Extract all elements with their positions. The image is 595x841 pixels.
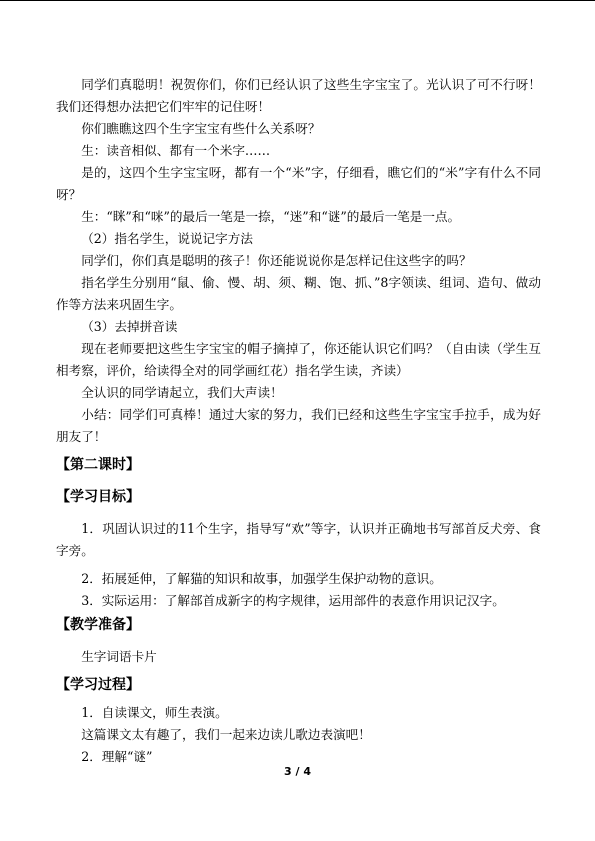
paragraph: 同学们，你们真是聪明的孩子！你还能说说你是怎样记住这些字的吗？	[81, 253, 472, 268]
process-item: 1．自读课文，师生表演。	[81, 705, 228, 720]
page-number: 3 / 4	[284, 765, 311, 778]
paragraph: 指名学生分别用“鼠、偷、慢、胡、须、糊、饱、抓、”8字领读、组词、造句、做动作等方法来巩固生字。	[56, 275, 541, 312]
paragraph: 是的，这四个生字宝宝呀，都有一个“米”字，仔细看，瞧它们的“米”字有什么不同呀？	[56, 165, 541, 202]
section-heading-preparation: 【教学准备】	[56, 617, 140, 633]
top-border-line	[0, 0, 595, 1]
document-body	[56, 74, 541, 768]
process-item: 2．理解“谜”	[81, 749, 153, 764]
paragraph: （3）去掉拼音读	[81, 319, 178, 334]
paragraph: 你们瞧瞧这四个生字宝宝有些什么关系呀？	[81, 121, 321, 136]
goal-item: 3．实际运用：了解部首成新字的构字规律，运用部件的表意作用识记汉字。	[81, 593, 505, 608]
section-heading-process: 【学习过程】	[56, 677, 140, 693]
paragraph: 现在老师要把这些生字宝宝的帽子摘掉了，你还能认识它们吗？（自由读（学生互相考察，评价，给读得全对的同学画红花）指名学生读，齐读）	[56, 341, 541, 378]
paragraph: 生：“眯”和“咪”的最后一笔是一捺，“迷”和“谜”的最后一笔是一点。	[81, 209, 461, 224]
paragraph: （2）指名学生，说说记字方法	[81, 231, 253, 246]
goal-item: 1．巩固认识过的11个生字，指导写“欢”等字，认识并正确地书写部首反犬旁、食字旁。	[56, 521, 541, 558]
paragraph: 全认识的同学请起立，我们大声读！	[81, 385, 283, 400]
goal-item: 2．拓展延伸，了解猫的知识和故事，加强学生保护动物的意识。	[81, 571, 442, 586]
paragraph: 生：读音相似、都有一个米字……	[81, 143, 271, 158]
section-heading-second-lesson: 【第二课时】	[56, 457, 140, 473]
paragraph: 小结：同学们可真棒！通过大家的努力，我们已经和这些生字宝宝手拉手，成为好朋友了！	[56, 407, 541, 444]
section-heading-goals: 【学习目标】	[56, 489, 140, 505]
preparation-text: 生字词语卡片	[81, 649, 157, 664]
paragraph: 同学们真聪明！祝贺你们，你们已经认识了这些生字宝宝了。光认识了可不行呀！我们还得想办法把它们牢牢的记住呀！	[56, 77, 541, 114]
process-item: 这篇课文太有趣了，我们一起来边读儿歌边表演吧！	[81, 727, 371, 742]
